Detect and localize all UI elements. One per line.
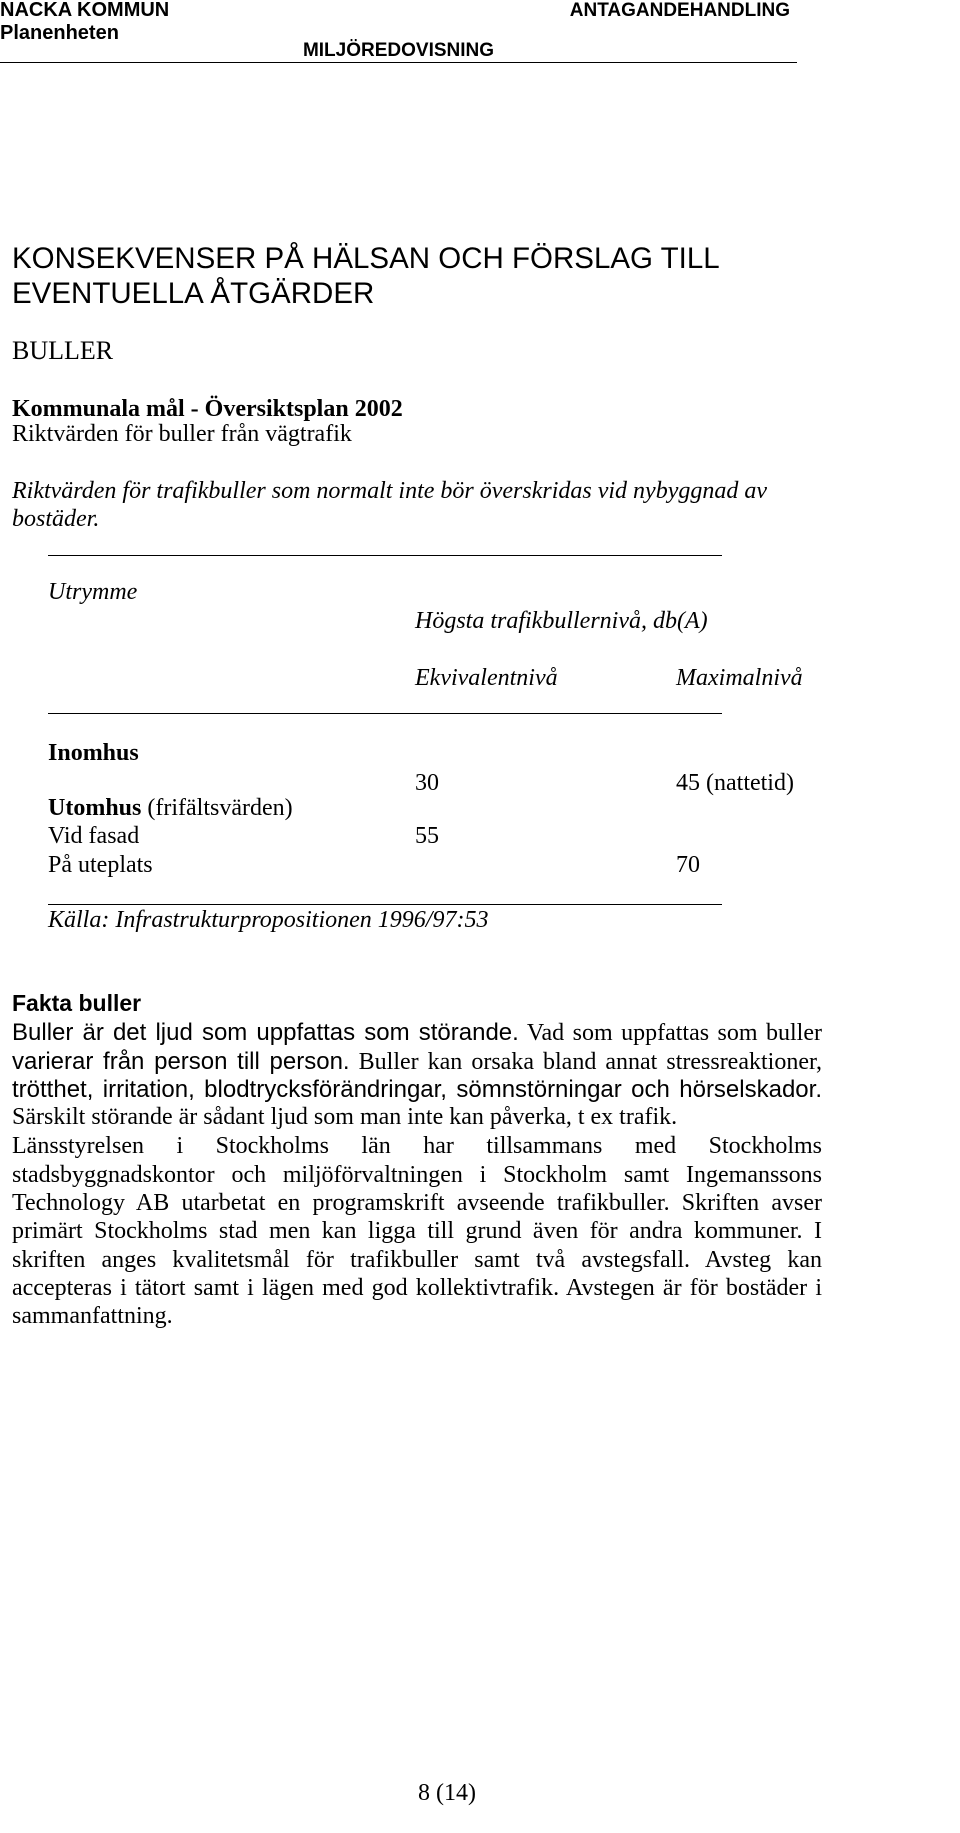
subsection-title: Kommunala mål - Översiktsplan 2002 xyxy=(12,396,403,422)
table-rule-top xyxy=(48,555,722,556)
fact-line xyxy=(12,1050,822,1074)
fact-text-serif: accepteras i tätort samt i lägen med god kollektivtrafik. Avstegen är för bostäder i xyxy=(12,1275,822,1301)
fact-line xyxy=(12,1248,822,1272)
table-row-label-text: Utomhus xyxy=(48,795,142,821)
table-col-room: Utrymme xyxy=(48,579,138,605)
fact-text-sans: varierar från person till person. xyxy=(12,1048,350,1075)
fact-text-serif: Buller kan orsaka bland annat stressreaktioner, xyxy=(349,1049,823,1075)
section-heading: BULLER xyxy=(12,336,114,365)
table-col-group: Högsta trafikbullernivå, db(A) xyxy=(415,608,708,634)
fact-text-serif: Technology AB utarbetat en programskrift avseende trafikbuller. Skriften avser xyxy=(12,1190,822,1216)
table-row-note: (frifältsvärden) xyxy=(147,795,293,821)
header-stage: ANTAGANDEHANDLING xyxy=(569,0,790,21)
fact-text-serif: Vad som uppfattas som buller xyxy=(518,1020,822,1046)
intro-text-line: Riktvärden för trafikbuller som normalt inte bör överskridas vid nybyggnad av xyxy=(12,478,768,504)
table-row-label: På uteplats xyxy=(48,852,153,878)
page-number: 8 (14) xyxy=(418,1780,476,1806)
fact-line xyxy=(12,1304,822,1328)
table-col-equivalent: Ekvivalentnivå xyxy=(415,665,558,691)
fact-line xyxy=(12,1105,822,1129)
table-rule-mid xyxy=(48,713,722,714)
table-cell-maximum: 45 (nattetid) xyxy=(676,770,794,796)
table-source: Källa: Infrastrukturpropositionen 1996/97:53 xyxy=(48,907,489,933)
facts-title: Fakta buller xyxy=(12,990,142,1016)
header-municipality: NACKA KOMMUN xyxy=(0,0,170,21)
fact-text-serif: skriften anges kvalitetsmål för trafikbuller samt två avstegsfall. Avsteg kan xyxy=(12,1247,822,1273)
table-col-maximum: Maximalnivå xyxy=(676,665,803,691)
fact-text-sans: Buller är det ljud som uppfattas som störande. xyxy=(12,1019,519,1046)
fact-line xyxy=(12,1163,822,1187)
fact-line xyxy=(12,1219,822,1243)
table-row-label: Inomhus xyxy=(48,740,139,766)
fact-text-serif: Särskilt störande är sådant ljud som man inte kan påverka, t ex trafik. xyxy=(12,1104,678,1130)
table-cell-equivalent: 55 xyxy=(415,823,439,849)
subsection-subtitle: Riktvärden för buller från vägtrafik xyxy=(12,421,352,447)
table-cell-equivalent: 30 xyxy=(415,770,439,796)
fact-line xyxy=(12,1021,822,1045)
fact-text-serif: Länsstyrelsen i Stockholms län har tillsammans med Stockholms xyxy=(12,1133,822,1159)
fact-line xyxy=(12,1078,822,1102)
chapter-heading-line-1: KONSEKVENSER PÅ HÄLSAN OCH FÖRSLAG TILL xyxy=(12,242,720,275)
header-document-title: MILJÖREDOVISNING xyxy=(302,40,495,61)
intro-text-line: bostäder. xyxy=(12,506,100,532)
header-rule xyxy=(0,62,797,63)
chapter-heading-line-2: EVENTUELLA ÅTGÄRDER xyxy=(12,277,375,310)
fact-line xyxy=(12,1134,822,1158)
fact-text-serif: sammanfattning. xyxy=(12,1303,173,1329)
table-cell-maximum: 70 xyxy=(676,852,700,878)
fact-line xyxy=(12,1276,822,1300)
table-row-label: Vid fasad xyxy=(48,823,140,849)
fact-text-serif: stadsbyggnadskontor och miljöförvaltningen i Stockholm samt Ingemanssons xyxy=(12,1162,822,1188)
table-row-label xyxy=(48,796,293,820)
table-rule-bottom xyxy=(48,904,722,905)
fact-text-sans: trötthet, irritation, blodtrycksförändringar, sömnstörningar och hörselskador. xyxy=(12,1076,822,1103)
fact-line xyxy=(12,1191,822,1215)
header-department: Planenheten xyxy=(0,22,119,44)
fact-text-serif: primärt Stockholms stad men kan ligga till grund även för andra kommuner. I xyxy=(12,1218,822,1244)
